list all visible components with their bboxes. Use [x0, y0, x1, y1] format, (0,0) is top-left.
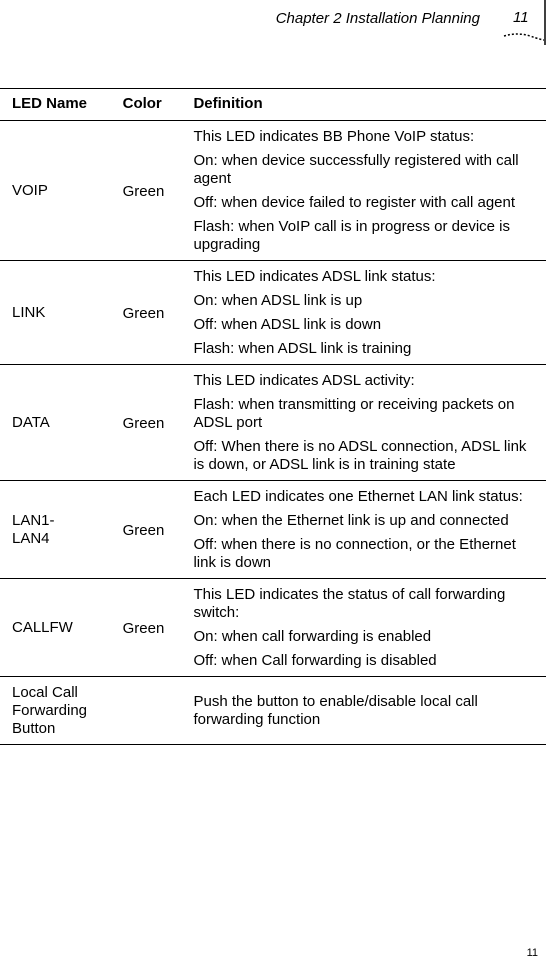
- definition-line: On: when the Ethernet link is up and connected: [193, 512, 509, 529]
- definition-line: This LED indicates ADSL link status:: [193, 268, 436, 285]
- definition-line: This LED indicates BB Phone VoIP status:: [193, 128, 475, 145]
- led-name-cell: LAN1- LAN4: [0, 481, 123, 579]
- table-body: [0, 121, 546, 745]
- chapter-title: Chapter 2 Installation Planning: [275, 10, 480, 27]
- table-row: [0, 121, 546, 261]
- definition-line: This LED indicates the status of call forwarding switch:: [193, 586, 506, 621]
- page-number-tab: [500, 0, 546, 46]
- definition-line: Off: when ADSL link is down: [193, 316, 382, 333]
- table-row: [0, 481, 546, 579]
- definition-line: Off: when Call forwarding is disabled: [193, 652, 437, 669]
- definition-line: This LED indicates ADSL activity:: [193, 372, 415, 389]
- definition-line: Each LED indicates one Ethernet LAN link status:: [193, 488, 523, 505]
- definition-cell: [193, 481, 546, 579]
- table-header-row: [0, 89, 546, 121]
- definition-cell: [193, 677, 546, 745]
- table-row: [0, 579, 546, 677]
- definition-cell: [193, 121, 546, 261]
- led-table: [0, 88, 546, 745]
- definition-line: On: when ADSL link is up: [193, 292, 363, 309]
- header-page-number: 11: [513, 9, 529, 26]
- table-row: [0, 677, 546, 745]
- definition-line: Off: When there is no ADSL connection, ADSL link is down, or ADSL link is in training state: [193, 438, 527, 473]
- led-color-cell: Green: [123, 481, 194, 579]
- footer-page-number: 11: [526, 947, 538, 959]
- led-color-cell: Green: [123, 121, 194, 261]
- definition-cell: [193, 261, 546, 365]
- led-color-cell: Green: [123, 579, 194, 677]
- definition-line: Off: when device failed to register with call agent: [193, 194, 516, 211]
- led-name-cell: LINK: [0, 261, 123, 365]
- led-color-cell: Green: [123, 261, 194, 365]
- column-header-led-name: LED Name: [0, 89, 123, 121]
- led-color-cell: Green: [123, 365, 194, 481]
- led-name-cell: VOIP: [0, 121, 123, 261]
- column-header-color: Color: [123, 89, 194, 121]
- table-row: [0, 365, 546, 481]
- definition-line: On: when call forwarding is enabled: [193, 628, 432, 645]
- definition-line: Flash: when transmitting or receiving packets on ADSL port: [193, 396, 515, 431]
- led-name-cell: CALLFW: [0, 579, 123, 677]
- definition-line: Off: when there is no connection, or the Ethernet link is down: [193, 536, 516, 571]
- led-name-cell: Local Call Forwarding Button: [0, 677, 123, 745]
- led-color-cell: [123, 677, 194, 745]
- column-header-definition: Definition: [193, 89, 546, 121]
- definition-line: Push the button to enable/disable local call forwarding function: [193, 693, 478, 728]
- definition-line: On: when device successfully registered with call agent: [193, 152, 519, 187]
- definition-line: Flash: when ADSL link is training: [193, 340, 412, 357]
- led-name-cell: DATA: [0, 365, 123, 481]
- definition-line: Flash: when VoIP call is in progress or device is upgrading: [193, 218, 511, 253]
- table-row: [0, 261, 546, 365]
- definition-cell: [193, 365, 546, 481]
- definition-cell: [193, 579, 546, 677]
